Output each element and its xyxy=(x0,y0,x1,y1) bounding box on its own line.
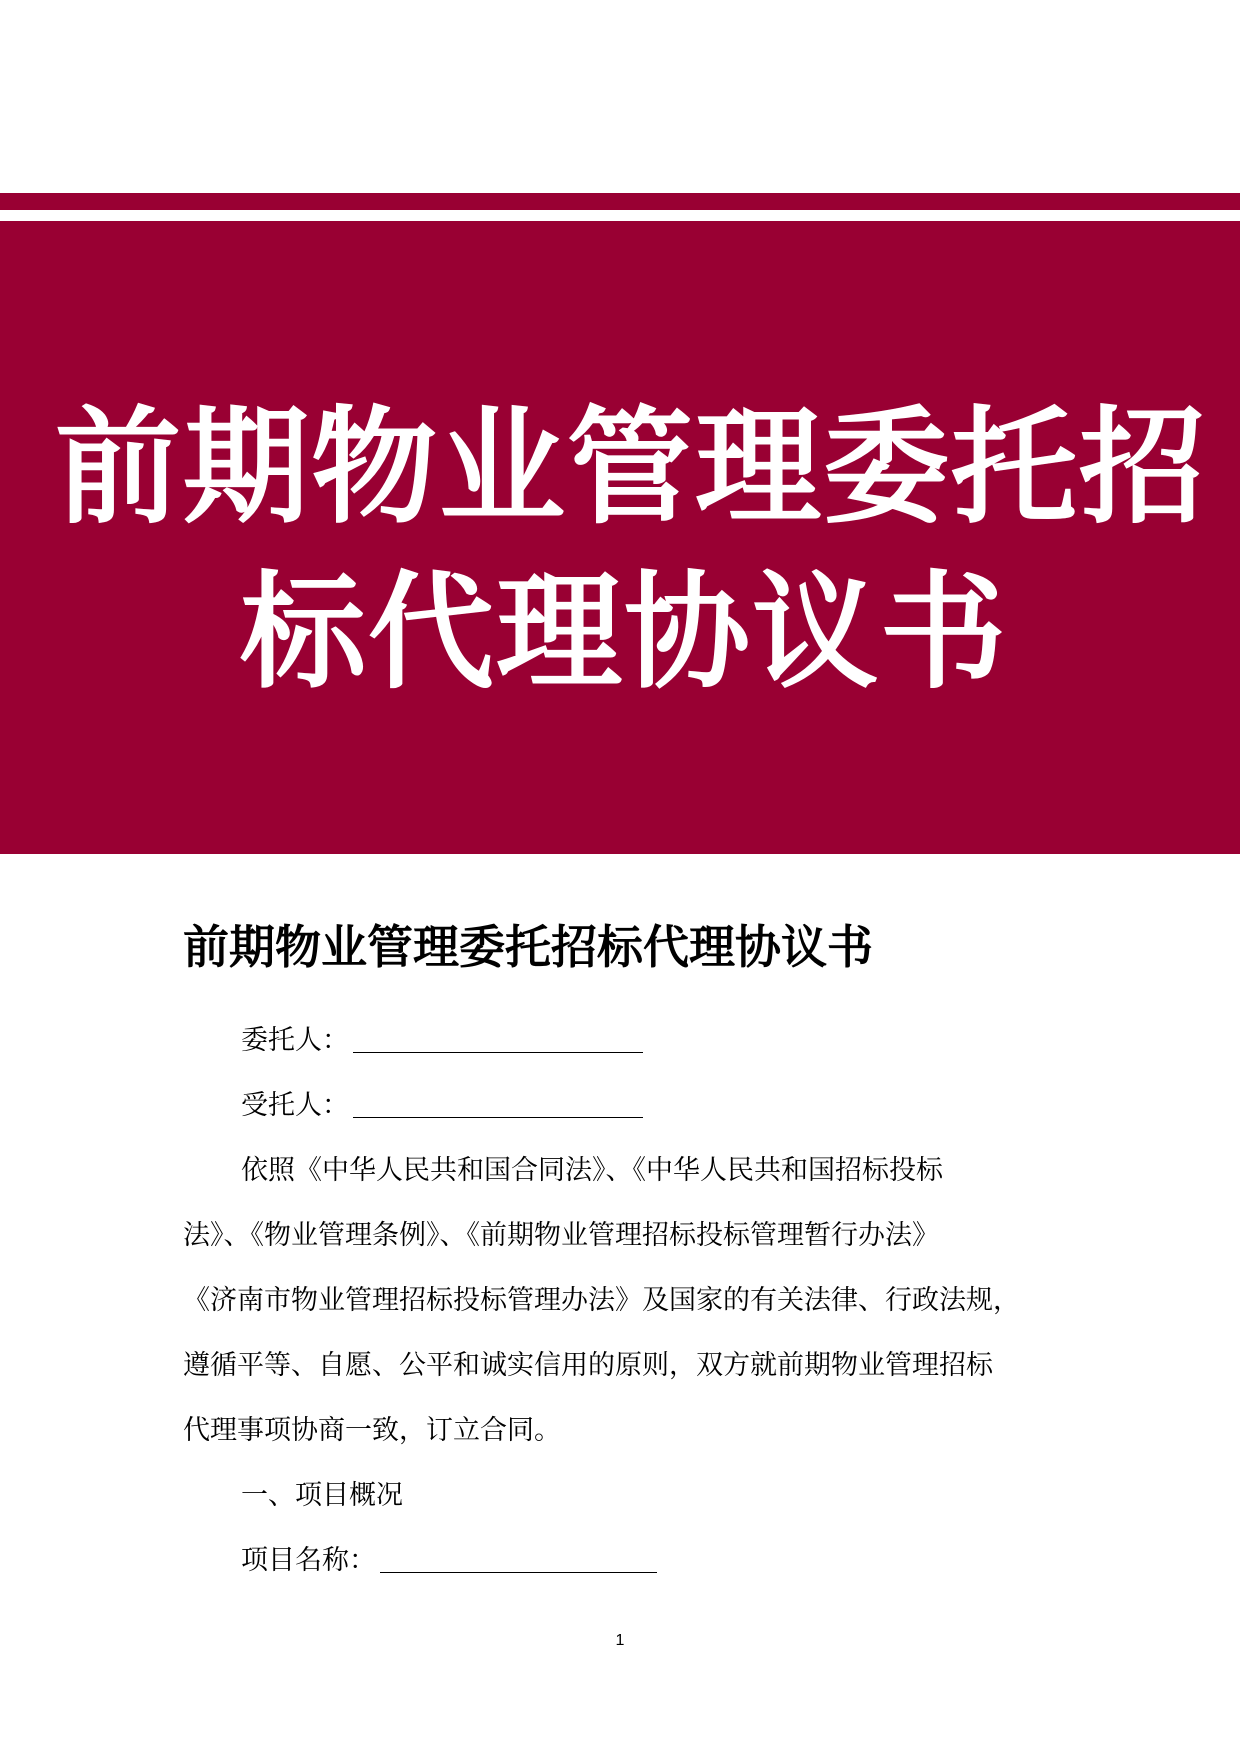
entrusting-party-line xyxy=(183,1008,1083,1073)
document-heading: 前期物业管理委托招标代理协议书 xyxy=(183,920,873,974)
paragraph-line-4: 遵循平等、自愿、公平和诚实信用的原则，双方就前期物业管理招标 xyxy=(183,1350,993,1381)
entrusting-party-label: 委托人： xyxy=(241,1025,349,1056)
page-number: 1 xyxy=(615,1632,625,1649)
banner-title-line-1: 前期物业管理委托招 xyxy=(55,394,1207,541)
paragraph-line-1: 依照《中华人民共和国合同法》、《中华人民共和国招标投标 xyxy=(241,1155,943,1186)
paragraph-line-5: 代理事项协商一致，订立合同。 xyxy=(183,1415,561,1446)
entrusting-party-blank xyxy=(353,1026,643,1053)
project-name-line xyxy=(183,1528,1083,1593)
top-stripe xyxy=(0,193,1240,210)
banner-title-line-2: 标代理协议书 xyxy=(240,559,1008,706)
section-one-title: 一、项目概况 xyxy=(241,1480,403,1511)
paragraph-line-3: 《济南市物业管理招标投标管理办法》及国家的有关法律、行政法规， xyxy=(183,1285,1020,1316)
entrusted-party-blank xyxy=(353,1091,643,1118)
banner-title xyxy=(55,385,1205,715)
paragraph-line-2: 法》、《物业管理条例》、《前期物业管理招标投标管理暂行办法》 xyxy=(183,1220,939,1251)
document-body xyxy=(183,1008,1083,1593)
entrusted-party-label: 受托人： xyxy=(241,1090,349,1121)
project-name-blank xyxy=(380,1546,657,1573)
project-name-label: 项目名称： xyxy=(241,1545,376,1576)
entrusted-party-line xyxy=(183,1073,1083,1138)
